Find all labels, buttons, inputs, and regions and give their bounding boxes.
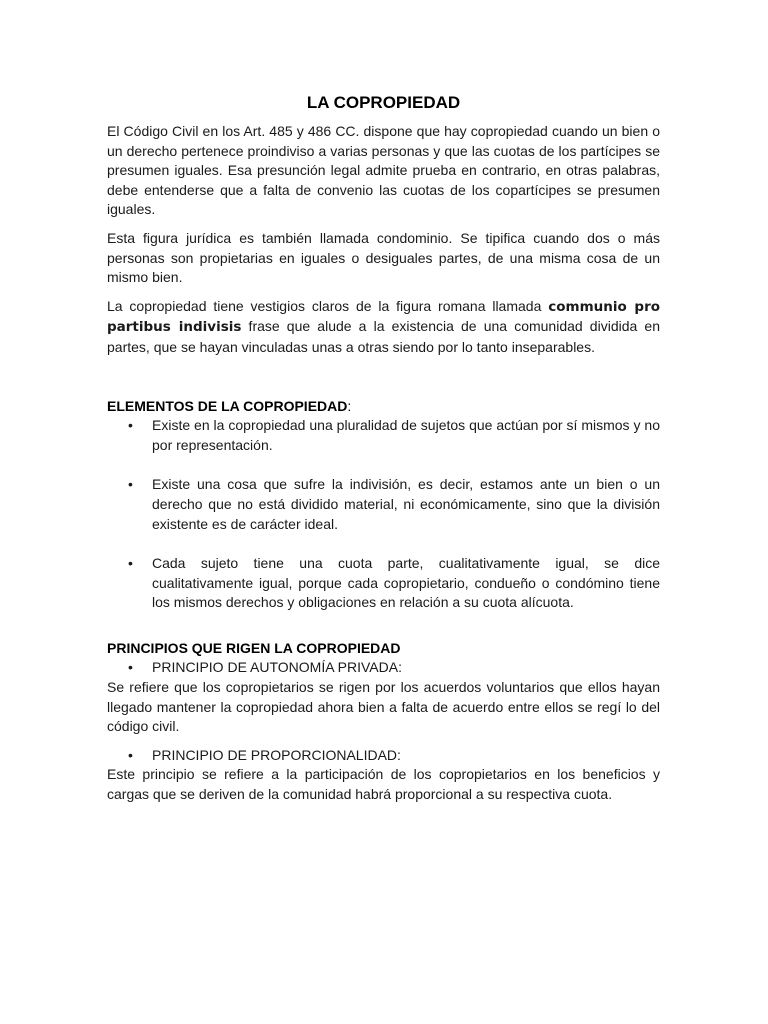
list-item: • PRINCIPIO DE PROPORCIONALIDAD:: [107, 746, 660, 766]
principios-heading: PRINCIPIOS QUE RIGEN LA COPROPIEDAD: [107, 639, 401, 656]
intro-paragraph-3-end: frase que alude a la existencia de una comunidad dividida en partes, que se hayan vinculadas unas a otras siendo por lo tanto inseparables.: [107, 318, 660, 355]
list-item: • Existe en la copropiedad una pluralidad de sujetos que actúan por sí mismos y no por representación.: [128, 417, 660, 453]
bullet-icon: •: [128, 746, 133, 763]
principio-proporcionalidad-text: Este principio se refiere a la participación de los copropietarios en los beneficios y cargas que se deriven de la comunidad habrá proporcional a su respectiva cuota.: [107, 766, 660, 803]
bullet-icon: •: [128, 476, 133, 493]
document-page: [107, 92, 660, 814]
principio-autonomia-text: Se refiere que los copropietarios se rigen por los acuerdos voluntarios que ellos hayan llegado mantener la copropiedad ahora bien a falta de acuerdo entre ellos se regí lo del código civil.: [107, 679, 660, 735]
document-title: LA COPROPIEDAD: [306, 93, 461, 112]
principio-proporcionalidad-item: [107, 746, 660, 766]
intro-paragraph-3: [107, 297, 660, 358]
intro-paragraph-2: Esta figura jurídica es también llamada condominio. Se tipifica cuando dos o más personas son propietarias en iguales o desiguales partes, de una misma cosa de un mismo bien.: [107, 229, 660, 286]
elementos-heading: ELEMENTOS DE LA COPROPIEDAD:: [107, 397, 352, 414]
bullet-icon: •: [128, 555, 133, 572]
principio-autonomia-item: [107, 658, 660, 678]
list-item: • Cada sujeto tiene una cuota parte, cualitativamente igual, se dice cualitativamente igual, porque cada copropietario, condueño o condómino tiene los mismos derechos y obligaciones en relación a su cuota alícuota.: [128, 555, 660, 611]
intro-paragraph-1: El Código Civil en los Art. 485 y 486 CC. dispone que hay copropiedad cuando un bien o un derecho pertenece proindiviso a varias personas y que las cuotas de los partícipes se presumen iguales. Esa presunción legal admite prueba en contrario, en otras palabras, debe entenderse que a falta de convenio las cuotas de los copartícipes se presumen iguales.: [107, 123, 660, 218]
elementos-list: [107, 416, 660, 613]
bullet-icon: •: [128, 417, 133, 434]
intro-paragraph-3-start: La copropiedad tiene vestigios claros de la figura romana llamada: [107, 297, 549, 314]
list-item: • Existe una cosa que sufre la indivisión, es decir, estamos ante un bien o un derecho que no está dividido material, ni económicamente, sino que la división existente es de carácter ideal.: [128, 476, 660, 532]
latin-term: communio pro partibus indivisis: [107, 298, 661, 336]
list-item: • PRINCIPIO DE AUTONOMÍA PRIVADA:: [107, 658, 660, 678]
bullet-icon: •: [128, 659, 133, 676]
